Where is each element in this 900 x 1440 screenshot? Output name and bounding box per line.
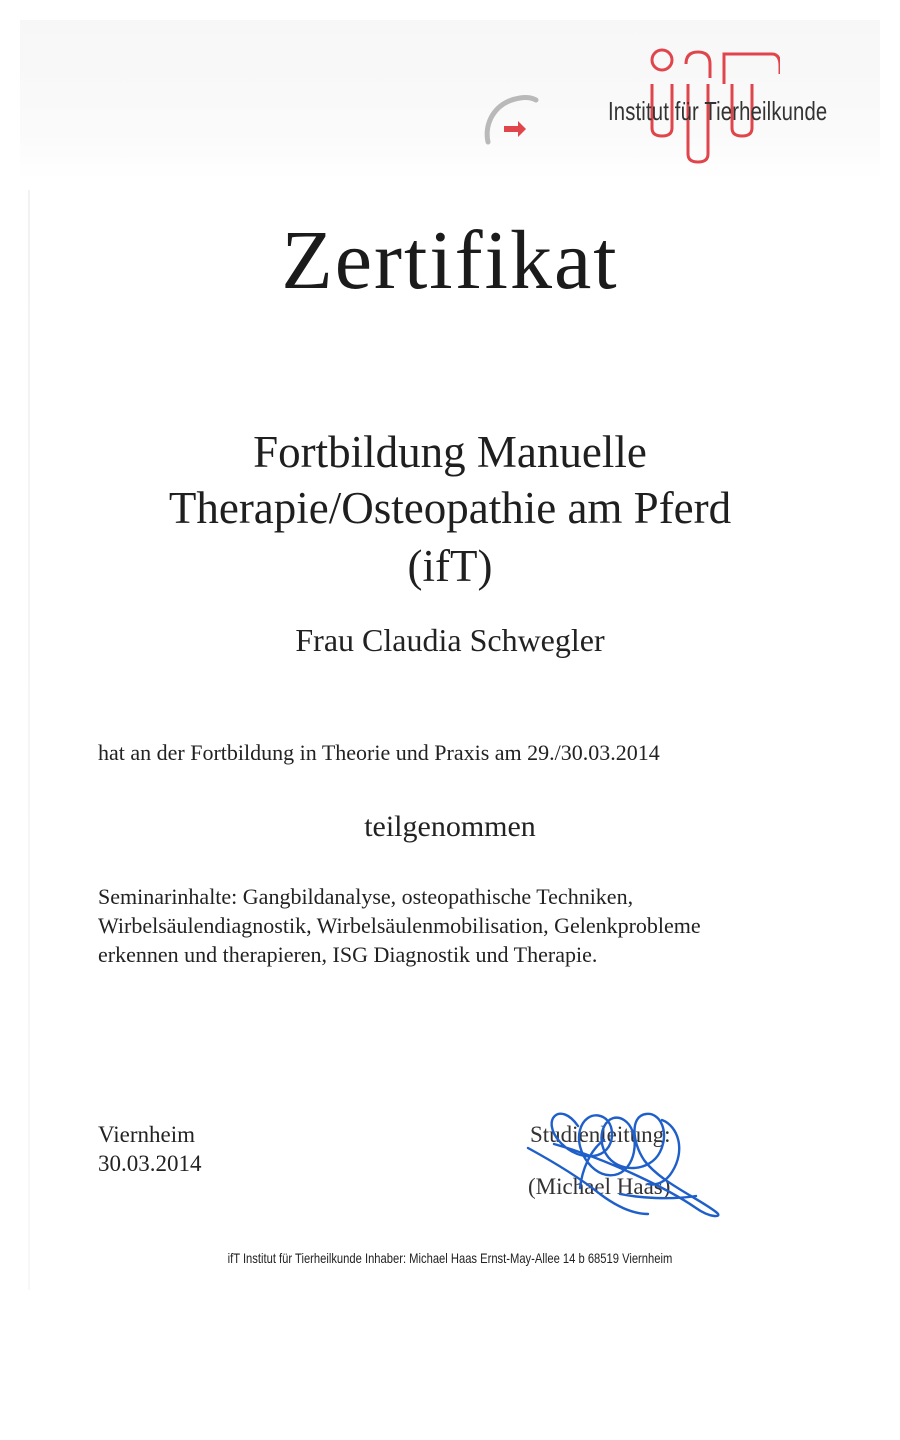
handwritten-signature-icon xyxy=(520,1090,730,1220)
footer-address xyxy=(0,1250,900,1266)
seminar-content-line-3: erkennen und therapieren, ISG Diagnostik und Therapie. xyxy=(98,942,598,967)
institute-name: Institut für Tierheilkunde xyxy=(608,96,828,126)
seminar-content xyxy=(98,882,798,969)
footer-text: ifT Institut für Tierheilkunde Inhaber: Michael Haas Ernst-May-Allee 14 b 68519 Viernheim xyxy=(227,1250,673,1266)
place-and-date xyxy=(98,1120,202,1178)
seminar-content-line-2: Wirbelsäulendiagnostik, Wirbelsäulenmobilisation, Gelenkprobleme xyxy=(98,913,701,938)
course-title-line-2: Therapie/Osteopathie am Pferd xyxy=(168,483,732,533)
course-title-line-3: (ifT) xyxy=(407,541,493,591)
certificate-title: Zertifikat xyxy=(281,214,619,307)
date: 30.03.2014 xyxy=(98,1151,202,1176)
participation-text: hat an der Fortbildung in Theorie und Praxis am 29./30.03.2014 xyxy=(98,740,660,765)
course-title-line-1: Fortbildung Manuelle xyxy=(253,427,647,477)
seminar-content-line-1: Seminarinhalte: Gangbildanalyse, osteopathische Techniken, xyxy=(98,884,634,909)
place: Viernheim xyxy=(98,1122,195,1147)
signature-label: Studienleitung: xyxy=(530,1122,671,1147)
attended-text: teilgenommen xyxy=(364,810,536,843)
scan-edge xyxy=(28,190,30,1290)
swoosh-arrow-icon xyxy=(474,90,544,152)
recipient-name: Frau Claudia Schwegler xyxy=(295,622,605,658)
signatory-name: (Michael Haas) xyxy=(528,1174,671,1199)
